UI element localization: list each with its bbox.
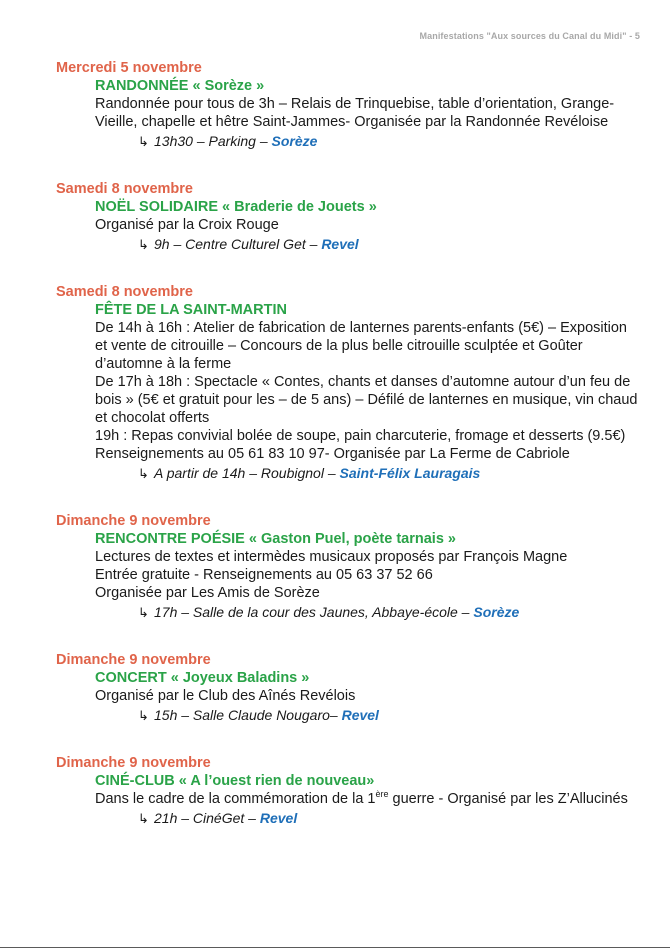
event-town: Sorèze [271, 133, 318, 149]
event-time-venue: 21h – CinéGet – [154, 810, 260, 826]
event-title: NOËL SOLIDAIRE « Braderie de Jouets » [95, 199, 377, 215]
event-info [138, 131, 670, 152]
event-town: Revel [321, 236, 359, 252]
description-line: Renseignements au 05 61 83 10 97- Organisée par La Ferme de Cabriole [95, 446, 570, 462]
event-info [138, 463, 670, 484]
event-description [95, 216, 640, 234]
event-item [0, 59, 670, 152]
event-town: Sorèze [473, 604, 520, 620]
event-date: Dimanche 9 novembre [56, 652, 211, 668]
turn-arrow-icon: ↳ [138, 237, 149, 252]
event-info [138, 234, 670, 255]
description-line: De 14h à 16h : Atelier de fabrication de lanternes parents-enfants (5€) – Exposition et vente de citrouille – Concours de la plus belle citrouille sculptée et Goûter d’automne à la ferme [95, 320, 627, 372]
event-time-venue: 9h – Centre Culturel Get – [154, 236, 322, 252]
description-line: Organisé par le Club des Aînés Revélois [95, 688, 356, 704]
event-title: RENCONTRE POÉSIE « Gaston Puel, poète tarnais » [95, 531, 456, 547]
description-line: Organisée par Les Amis de Sorèze [95, 585, 320, 601]
ordinal-superscript: ère [375, 789, 389, 800]
event-date: Mercredi 5 novembre [56, 60, 202, 76]
event-date: Dimanche 9 novembre [56, 513, 211, 529]
event-title: CONCERT « Joyeux Baladins » [95, 670, 310, 686]
event-town: Revel [259, 810, 298, 826]
event-title: CINÉ-CLUB « A l’ouest rien de nouveau» [95, 773, 375, 789]
description-line: Randonnée pour tous de 3h – Relais de Trinquebise, table d’orientation, Grange-Vieille, chapelle et hêtre Saint-Jammes- Organisée par la Randonnée Revéloise [95, 96, 615, 130]
event-title: RANDONNÉE « Sorèze » [95, 78, 265, 94]
turn-arrow-icon: ↳ [138, 466, 149, 481]
event-date: Samedi 8 novembre [56, 181, 193, 197]
event-time-venue: 17h – Salle de la cour des Jaunes, Abbaye-école – [154, 604, 474, 620]
event-item [0, 754, 670, 829]
event-town: Revel [341, 707, 379, 723]
turn-arrow-icon: ↳ [138, 708, 149, 723]
event-item [0, 180, 670, 255]
event-description [95, 687, 640, 705]
event-info [138, 808, 670, 829]
description-text: guerre - Organisé par les Z’Allucinés [388, 791, 628, 807]
description-line: Lectures de textes et intermèdes musicaux proposés par François Magne [95, 549, 568, 565]
description-line: De 17h à 18h : Spectacle « Contes, chants et danses d’automne autour d’un feu de bois » (5€ et gratuit pour les – de 5 ans) – Défilé de lanternes en musique, vin chaud et chocolat offerts [95, 374, 638, 426]
event-info [138, 602, 670, 623]
event-item [0, 283, 670, 484]
turn-arrow-icon: ↳ [138, 811, 149, 826]
event-town: Saint-Félix Lauragais [339, 465, 481, 481]
event-title: FÊTE DE LA SAINT-MARTIN [95, 302, 287, 318]
event-info [138, 705, 670, 726]
event-description [95, 319, 640, 463]
event-time-venue: 13h30 – Parking – [154, 133, 272, 149]
page-bottom-rule [0, 947, 670, 948]
event-description [95, 548, 640, 602]
event-time-venue: A partir de 14h – Roubignol – [154, 465, 340, 481]
turn-arrow-icon: ↳ [138, 134, 149, 149]
description-line [95, 790, 640, 808]
event-description [95, 790, 640, 808]
event-date: Dimanche 9 novembre [56, 755, 211, 771]
description-line: 19h : Repas convivial bolée de soupe, pain charcuterie, fromage et desserts (9.5€) [95, 428, 626, 444]
event-description [95, 95, 640, 131]
turn-arrow-icon: ↳ [138, 605, 149, 620]
description-line: Organisé par la Croix Rouge [95, 217, 279, 233]
running-header: Manifestations "Aux sources du Canal du Midi" - 5 [419, 31, 640, 41]
description-text: Dans le cadre de la commémoration de la 1 [95, 791, 376, 807]
event-list [0, 59, 670, 857]
event-item [0, 651, 670, 726]
event-date: Samedi 8 novembre [56, 284, 193, 300]
event-item [0, 512, 670, 623]
description-line: Entrée gratuite - Renseignements au 05 63 37 52 66 [95, 567, 433, 583]
event-time-venue: 15h – Salle Claude Nougaro– [154, 707, 342, 723]
